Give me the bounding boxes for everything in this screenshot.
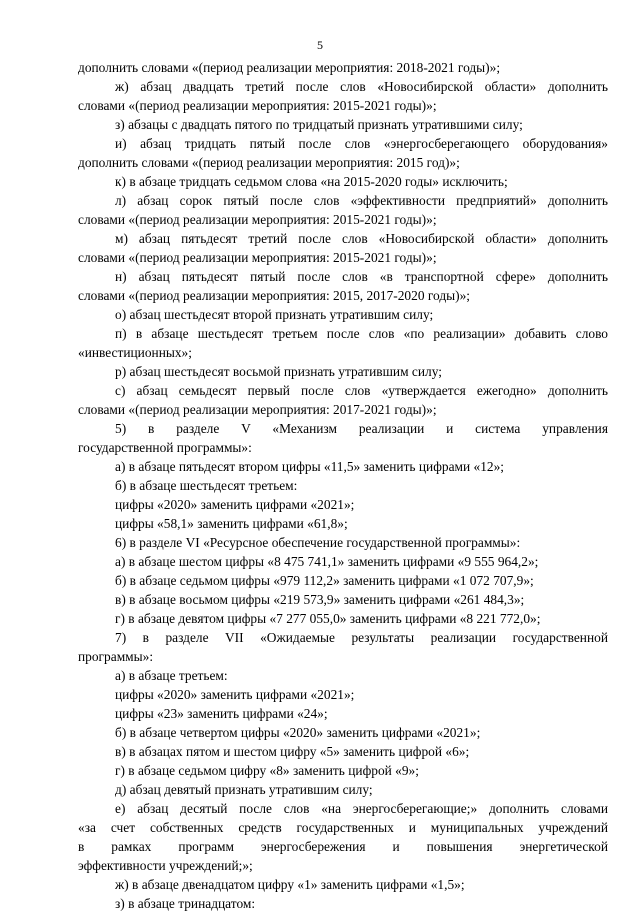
text-line: словами «(период реализации мероприятия: 2015-2021 годы)»; (78, 250, 437, 265)
text-line: «за счет собственных средств государственных и муниципальных учреждений (78, 820, 608, 835)
text-line: цифры «2020» заменить цифрами «2021»; (115, 497, 355, 512)
text-line: ж) в абзаце двенадцатом цифру «1» заменить цифрами «1,5»; (115, 877, 465, 892)
text-line: «инвестиционных»; (78, 345, 192, 360)
text-line: б) в абзаце седьмом цифры «979 112,2» заменить цифрами «1 072 707,9»; (115, 573, 534, 588)
text-line: с) абзац семьдесят первый после слов «утверждается ежегодно» дополнить (115, 383, 608, 398)
text-line: а) в абзаце третьем: (115, 668, 228, 683)
text-line: е) абзац десятый после слов «на энергосберегающие;» дополнить словами (115, 801, 608, 816)
text-line: 6) в разделе VI «Ресурсное обеспечение государственной программы»: (115, 535, 521, 550)
text-line: к) в абзаце тридцать седьмом слова «на 2015-2020 годы» исключить; (115, 174, 508, 189)
text-line: цифры «2020» заменить цифрами «2021»; (115, 687, 355, 702)
text-line: з) в абзаце тринадцатом: (115, 896, 256, 911)
page-number: 5 (317, 38, 323, 52)
text-line: 7) в разделе VII «Ожидаемые результаты реализации государственной (115, 630, 608, 645)
text-line: з) абзацы с двадцать пятого по тридцатый признать утратившими силу; (115, 117, 523, 132)
text-line: л) абзац сорок пятый после слов «эффективности предприятий» дополнить (115, 193, 608, 208)
text-line: цифры «23» заменить цифрами «24»; (115, 706, 328, 721)
text-line: словами «(период реализации мероприятия: 2017-2021 годы)»; (78, 402, 437, 417)
text-line: г) в абзаце девятом цифры «7 277 055,0» заменить цифрами «8 221 772,0»; (115, 611, 541, 626)
text-line: а) в абзаце пятьдесят втором цифры «11,5» заменить цифрами «12»; (115, 459, 505, 474)
text-line: словами «(период реализации мероприятия: 2015-2021 годы)»; (78, 212, 437, 227)
text-line: словами «(период реализации мероприятия: 2015-2021 годы)»; (78, 98, 437, 113)
text-line: а) в абзаце шестом цифры «8 475 741,1» заменить цифрами «9 555 964,2»; (115, 554, 539, 569)
text-line: н) абзац пятьдесят пятый после слов «в транспортной сфере» дополнить (115, 269, 608, 284)
text-line: ж) абзац двадцать третий после слов «Новосибирской области» дополнить (115, 79, 608, 94)
text-line: г) в абзаце седьмом цифру «8» заменить цифрой «9»; (115, 763, 419, 778)
text-line: в) в абзацах пятом и шестом цифру «5» заменить цифрой «6»; (115, 744, 470, 759)
text-line: эффективности учреждений;»; (78, 858, 253, 873)
text-line: цифры «58,1» заменить цифрами «61,8»; (115, 516, 348, 531)
text-line: словами «(период реализации мероприятия: 2015, 2017-2020 годы)»; (78, 288, 471, 303)
text-line: государственной программы»: (78, 440, 252, 455)
text-line: программы»: (78, 649, 154, 664)
text-line: и) абзац тридцать пятый после слов «энергосберегающего оборудования» (115, 136, 608, 151)
text-line: р) абзац шестьдесят восьмой признать утратившим силу; (115, 364, 442, 379)
text-line: дополнить словами «(период реализации мероприятия: 2018-2021 годы)»; (78, 60, 501, 75)
text-line: дополнить словами «(период реализации мероприятия: 2015 год)»; (78, 155, 460, 170)
text-line: м) абзац пятьдесят третий после слов «Новосибирской области» дополнить (115, 231, 608, 246)
text-line: о) абзац шестьдесят второй признать утратившим силу; (115, 307, 434, 322)
text-line: б) в абзаце четвертом цифры «2020» заменить цифрами «2021»; (115, 725, 481, 740)
text-line: в рамках программ энергосбережения и повышения энергетической (78, 839, 608, 854)
text-line: б) в абзаце шестьдесят третьем: (115, 478, 298, 493)
text-line: д) абзац девятый признать утратившим силу; (115, 782, 373, 797)
text-line: 5) в разделе V «Механизм реализации и система управления (115, 421, 608, 436)
text-line: п) в абзаце шестьдесят третьем после слов «по реализации» добавить слово (115, 326, 608, 341)
text-line: в) в абзаце восьмом цифры «219 573,9» заменить цифрами «261 484,3»; (115, 592, 525, 607)
document-body (78, 58, 608, 913)
